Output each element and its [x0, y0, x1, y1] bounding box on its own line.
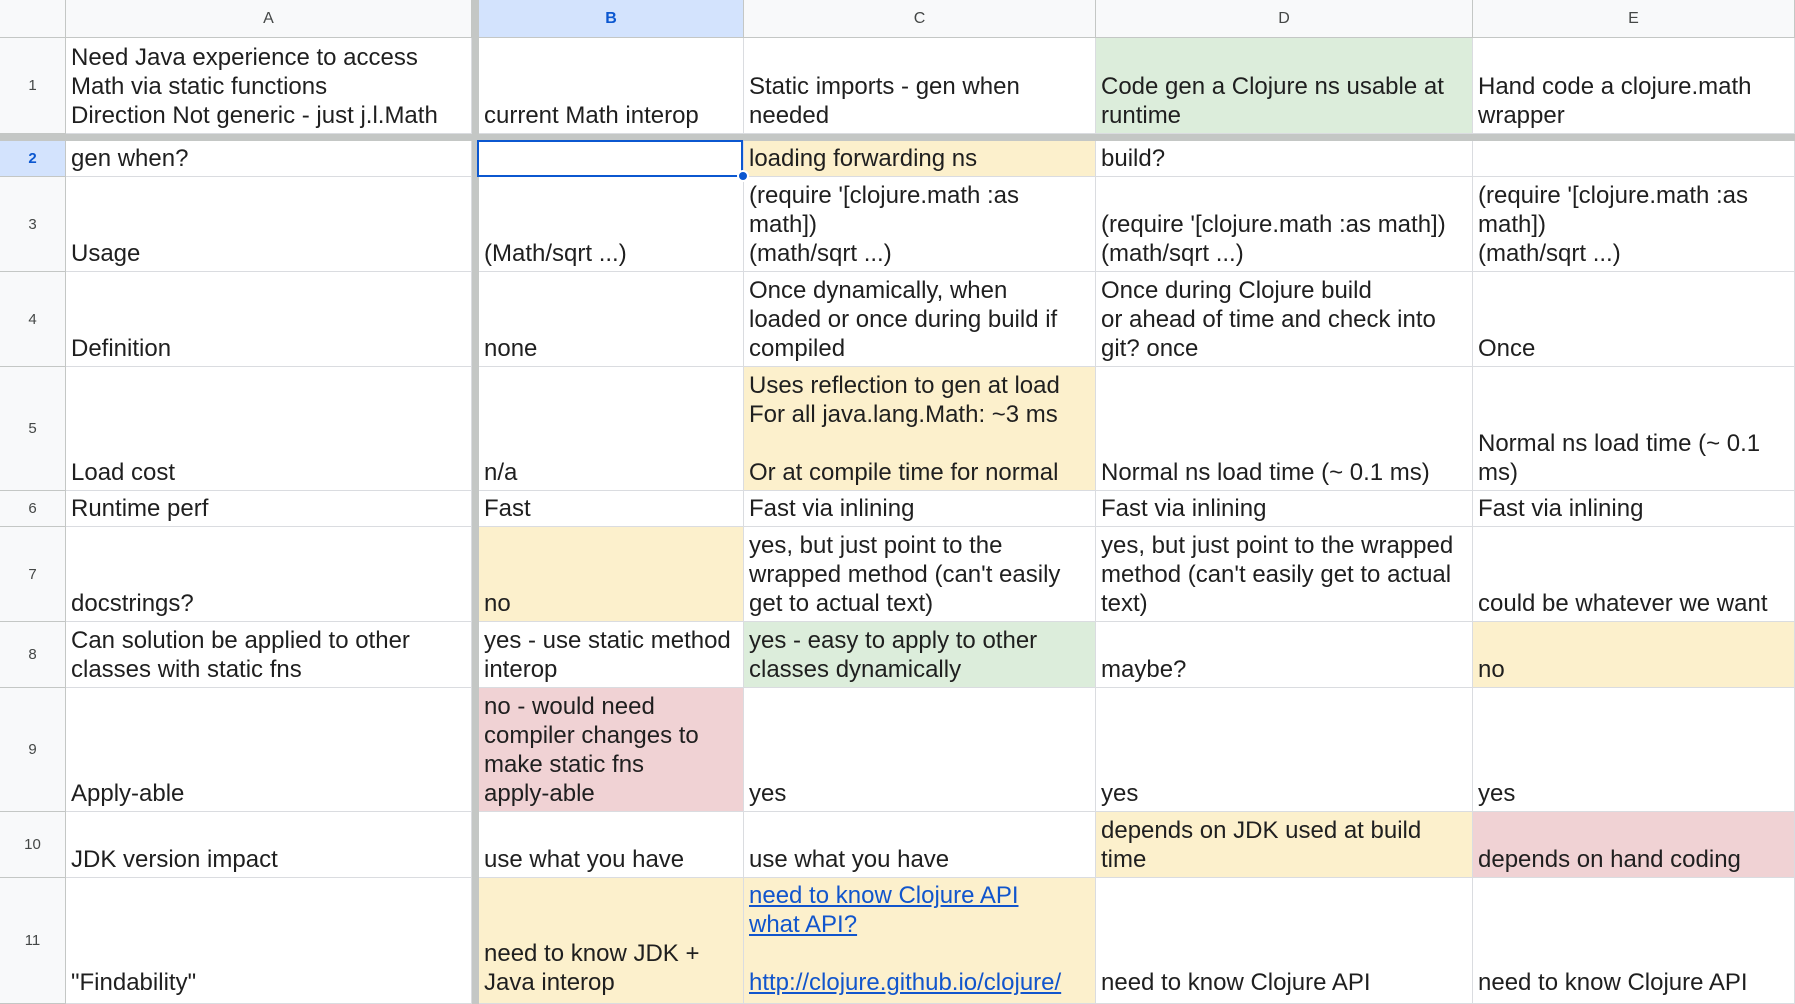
row-header-1[interactable]: 1: [0, 38, 66, 134]
row-header-11[interactable]: 11: [0, 878, 66, 1004]
cell-a6[interactable]: Runtime perf: [66, 491, 472, 527]
cell-e7[interactable]: could be whatever we want: [1473, 527, 1795, 622]
cell-b6[interactable]: Fast: [479, 491, 744, 527]
cell-e9[interactable]: yes: [1473, 688, 1795, 812]
blank-line: [749, 939, 1089, 968]
cell-b5[interactable]: n/a: [479, 367, 744, 491]
cell-d2[interactable]: build?: [1096, 141, 1473, 177]
cell-e1[interactable]: Hand code a clojure.math wrapper: [1473, 38, 1795, 134]
cell-b11[interactable]: need to know JDK + Java interop: [479, 878, 744, 1004]
row-header-2[interactable]: 2: [0, 141, 66, 177]
cell-e6[interactable]: Fast via inlining: [1473, 491, 1795, 527]
cell-b10[interactable]: use what you have: [479, 812, 744, 878]
fill-handle[interactable]: [737, 170, 749, 182]
select-all-corner[interactable]: [0, 0, 66, 38]
column-header-e[interactable]: E: [1473, 0, 1795, 38]
row-header-4[interactable]: 4: [0, 272, 66, 367]
cell-c6[interactable]: Fast via inlining: [744, 491, 1096, 527]
cell-a1[interactable]: Need Java experience to access Math via static functions Direction Not generic - just j.l.Math: [66, 38, 472, 134]
cell-e5[interactable]: Normal ns load time (~ 0.1 ms): [1473, 367, 1795, 491]
cell-a4[interactable]: Definition: [66, 272, 472, 367]
cell-d6[interactable]: Fast via inlining: [1096, 491, 1473, 527]
cell-a5[interactable]: Load cost: [66, 367, 472, 491]
clojure-docs-url-link[interactable]: http://clojure.github.io/clojure/: [749, 969, 1062, 996]
cell-c1[interactable]: Static imports - gen when needed: [744, 38, 1096, 134]
cell-e2[interactable]: [1473, 141, 1795, 177]
clojure-api-link[interactable]: need to know Clojure API: [749, 882, 1019, 909]
cell-d11[interactable]: need to know Clojure API: [1096, 878, 1473, 1004]
cell-c2[interactable]: loading forwarding ns: [744, 141, 1096, 177]
cell-b8[interactable]: yes - use static method interop: [479, 622, 744, 688]
column-header-a[interactable]: A: [66, 0, 472, 38]
cell-b9[interactable]: no - would need compiler changes to make static fns apply-able: [479, 688, 744, 812]
cell-d9[interactable]: yes: [1096, 688, 1473, 812]
cell-c7[interactable]: yes, but just point to the wrapped method (can't easily get to actual text): [744, 527, 1096, 622]
cell-d5[interactable]: Normal ns load time (~ 0.1 ms): [1096, 367, 1473, 491]
row-header-5[interactable]: 5: [0, 367, 66, 491]
column-header-b[interactable]: B: [479, 0, 744, 38]
cell-a3[interactable]: Usage: [66, 177, 472, 272]
cell-a9[interactable]: Apply-able: [66, 688, 472, 812]
cell-b3[interactable]: (Math/sqrt ...): [479, 177, 744, 272]
row-header-10[interactable]: 10: [0, 812, 66, 878]
cell-c11[interactable]: [744, 878, 1096, 1004]
cell-e3[interactable]: (require '[clojure.math :as math]) (math/sqrt ...): [1473, 177, 1795, 272]
column-header-c[interactable]: C: [744, 0, 1096, 38]
active-cell-selection: [477, 140, 743, 177]
cell-b7[interactable]: no: [479, 527, 744, 622]
cell-c10[interactable]: use what you have: [744, 812, 1096, 878]
row-header-8[interactable]: 8: [0, 622, 66, 688]
what-api-link[interactable]: what API?: [749, 911, 858, 938]
cell-d10[interactable]: depends on JDK used at build time: [1096, 812, 1473, 878]
cell-a2[interactable]: gen when?: [66, 141, 472, 177]
row-header-3[interactable]: 3: [0, 177, 66, 272]
cell-e10[interactable]: depends on hand coding: [1473, 812, 1795, 878]
cell-c8[interactable]: yes - easy to apply to other classes dynamically: [744, 622, 1096, 688]
cell-a8[interactable]: Can solution be applied to other classes with static fns: [66, 622, 472, 688]
cell-a7[interactable]: docstrings?: [66, 527, 472, 622]
cell-a11[interactable]: "Findability": [66, 878, 472, 1004]
row-header-7[interactable]: 7: [0, 527, 66, 622]
cell-c3[interactable]: (require '[clojure.math :as math]) (math/sqrt ...): [744, 177, 1096, 272]
cell-c5[interactable]: Uses reflection to gen at load For all java.lang.Math: ~3 ms Or at compile time for normal: [744, 367, 1096, 491]
cell-e8[interactable]: no: [1473, 622, 1795, 688]
cell-e4[interactable]: Once: [1473, 272, 1795, 367]
cell-d4[interactable]: Once during Clojure build or ahead of time and check into git? once: [1096, 272, 1473, 367]
cell-b1[interactable]: current Math interop: [479, 38, 744, 134]
cell-d1[interactable]: Code gen a Clojure ns usable at runtime: [1096, 38, 1473, 134]
cell-d3[interactable]: (require '[clojure.math :as math]) (math/sqrt ...): [1096, 177, 1473, 272]
row-header-6[interactable]: 6: [0, 491, 66, 527]
cell-d7[interactable]: yes, but just point to the wrapped method (can't easily get to actual text): [1096, 527, 1473, 622]
cell-d8[interactable]: maybe?: [1096, 622, 1473, 688]
cell-b4[interactable]: none: [479, 272, 744, 367]
cell-c9[interactable]: yes: [744, 688, 1096, 812]
cell-a10[interactable]: JDK version impact: [66, 812, 472, 878]
column-header-d[interactable]: D: [1096, 0, 1473, 38]
cell-c4[interactable]: Once dynamically, when loaded or once during build if compiled: [744, 272, 1096, 367]
cell-e11[interactable]: need to know Clojure API: [1473, 878, 1795, 1004]
row-header-9[interactable]: 9: [0, 688, 66, 812]
frozen-row-divider[interactable]: [0, 134, 1795, 141]
